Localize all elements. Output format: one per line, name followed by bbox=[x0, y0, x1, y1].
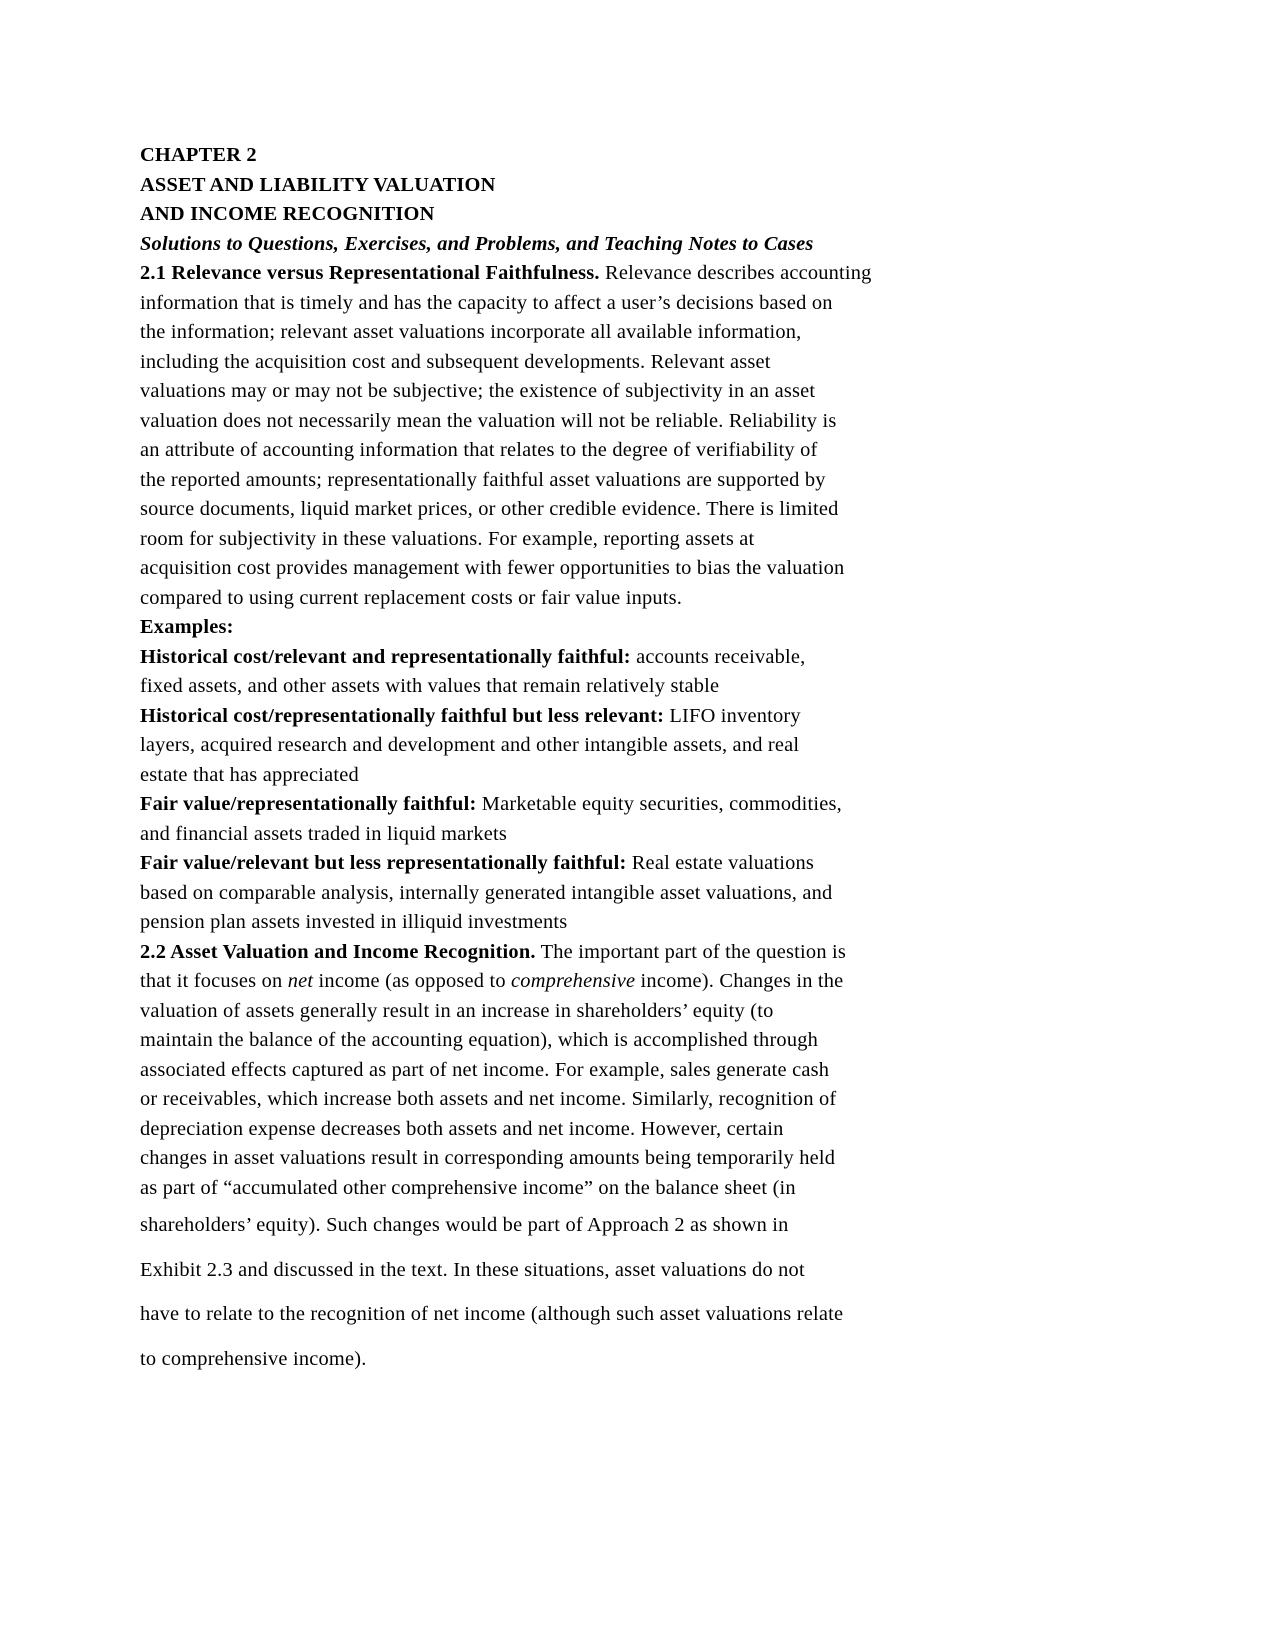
document-body bbox=[140, 141, 990, 1381]
section-2-2-text-fragment: income). Changes in the bbox=[635, 970, 844, 992]
example-item bbox=[140, 643, 990, 673]
section-2-2-body-line: or receivables, which increase both assets and net income. Similarly, recognition of bbox=[140, 1088, 837, 1110]
section-2-2-body-line: depreciation expense decreases both assets and net income. However, certain bbox=[140, 1117, 784, 1140]
section-2-2-body-line: The important part of the question is bbox=[535, 940, 847, 963]
examples-label: Examples: bbox=[140, 616, 234, 638]
document-subtitle: Solutions to Questions, Exercises, and Problems, and Teaching Notes to Cases bbox=[140, 232, 814, 255]
section-2-1-body-line: room for subjectivity in these valuations. For example, reporting assets at bbox=[140, 527, 755, 550]
section-2-1-body-line: Relevance describes accounting bbox=[599, 262, 872, 284]
section-2-2-body-line bbox=[140, 967, 990, 997]
example-item bbox=[140, 849, 990, 879]
example-text-line: fixed assets, and other assets with values that remain relatively stable bbox=[140, 675, 720, 697]
section-2-1-body-line: acquisition cost provides management with fewer opportunities to bias the valuation bbox=[140, 557, 845, 579]
section-2-1-body-line: information that is timely and has the capacity to affect a user’s decisions based on bbox=[140, 291, 833, 314]
section-2-1-first-line bbox=[140, 259, 990, 289]
example-text-line: accounts receivable, bbox=[630, 645, 806, 668]
example-text-line: based on comparable analysis, internally generated intangible asset valuations, and bbox=[140, 881, 833, 904]
example-lead-label: Historical cost/relevant and representationally faithful: bbox=[140, 645, 631, 668]
section-2-2-body-line: associated effects captured as part of net income. For example, sales generate cash bbox=[140, 1058, 830, 1081]
section-2-2-closing-line: Exhibit 2.3 and discussed in the text. In these situations, asset valuations do not bbox=[140, 1258, 805, 1281]
section-2-2-closing-line: to comprehensive income). bbox=[140, 1347, 367, 1370]
example-text-line: estate that has appreciated bbox=[140, 763, 359, 786]
section-2-2-body-line: as part of “accumulated other comprehensive income” on the balance sheet (in bbox=[140, 1176, 796, 1199]
example-item bbox=[140, 702, 990, 732]
example-item bbox=[140, 790, 990, 820]
example-text-line: pension plan assets invested in illiquid investments bbox=[140, 911, 568, 933]
section-2-1-body-line: source documents, liquid market prices, or other credible evidence. There is limited bbox=[140, 498, 839, 520]
section-2-2-text-fragment: income (as opposed to bbox=[313, 970, 512, 992]
example-text-line: Marketable equity securities, commodities, bbox=[476, 793, 842, 815]
section-2-1-body-line: including the acquisition cost and subsequent developments. Relevant asset bbox=[140, 350, 771, 373]
section-2-2-closing-line: shareholders’ equity). Such changes would be part of Approach 2 as shown in bbox=[140, 1214, 789, 1236]
section-2-2-heading: 2.2 Asset Valuation and Income Recognition. bbox=[140, 940, 536, 963]
document-title-line-2: AND INCOME RECOGNITION bbox=[140, 203, 435, 225]
section-2-2-body-line: maintain the balance of the accounting equation), which is accomplished through bbox=[140, 1029, 819, 1051]
section-2-1-body-line: the reported amounts; representationally faithful asset valuations are supported by bbox=[140, 468, 826, 491]
section-2-1-body-line: valuations may or may not be subjective; the existence of subjectivity in an asset bbox=[140, 380, 816, 402]
section-2-1-body-line: an attribute of accounting information that relates to the degree of verifiability of bbox=[140, 439, 818, 461]
example-lead-label: Fair value/representationally faithful: bbox=[140, 793, 477, 815]
section-2-2-body-line: changes in asset valuations result in corresponding amounts being temporarily held bbox=[140, 1147, 836, 1169]
section-2-1-body-line: valuation does not necessarily mean the valuation will not be reliable. Reliability is bbox=[140, 409, 837, 432]
example-lead-label: Fair value/relevant but less representationally faithful: bbox=[140, 852, 627, 874]
section-2-1-heading: 2.1 Relevance versus Representational Faithfulness. bbox=[140, 262, 600, 284]
example-text-line: layers, acquired research and development and other intangible assets, and real bbox=[140, 734, 800, 756]
example-text-line: and financial assets traded in liquid markets bbox=[140, 822, 508, 845]
section-2-2-first-line bbox=[140, 938, 990, 968]
emphasis-comprehensive: comprehensive bbox=[511, 970, 636, 992]
example-text-line: Real estate valuations bbox=[626, 852, 815, 874]
emphasis-net: net bbox=[287, 970, 314, 992]
section-2-1-body-line: the information; relevant asset valuations incorporate all available information, bbox=[140, 321, 802, 343]
section-2-2-body-line: valuation of assets generally result in an increase in shareholders’ equity (to bbox=[140, 999, 774, 1022]
section-2-2-text-fragment: that it focuses on bbox=[140, 970, 288, 992]
document-title-line-1: ASSET AND LIABILITY VALUATION bbox=[140, 173, 496, 196]
example-lead-label: Historical cost/representationally faithful but less relevant: bbox=[140, 704, 665, 727]
section-2-2-closing-line: have to relate to the recognition of net income (although such asset valuations relate bbox=[140, 1303, 844, 1325]
example-text-line: LIFO inventory bbox=[664, 704, 801, 727]
section-2-1-body-line: compared to using current replacement costs or fair value inputs. bbox=[140, 586, 683, 609]
chapter-label: CHAPTER 2 bbox=[140, 144, 257, 166]
